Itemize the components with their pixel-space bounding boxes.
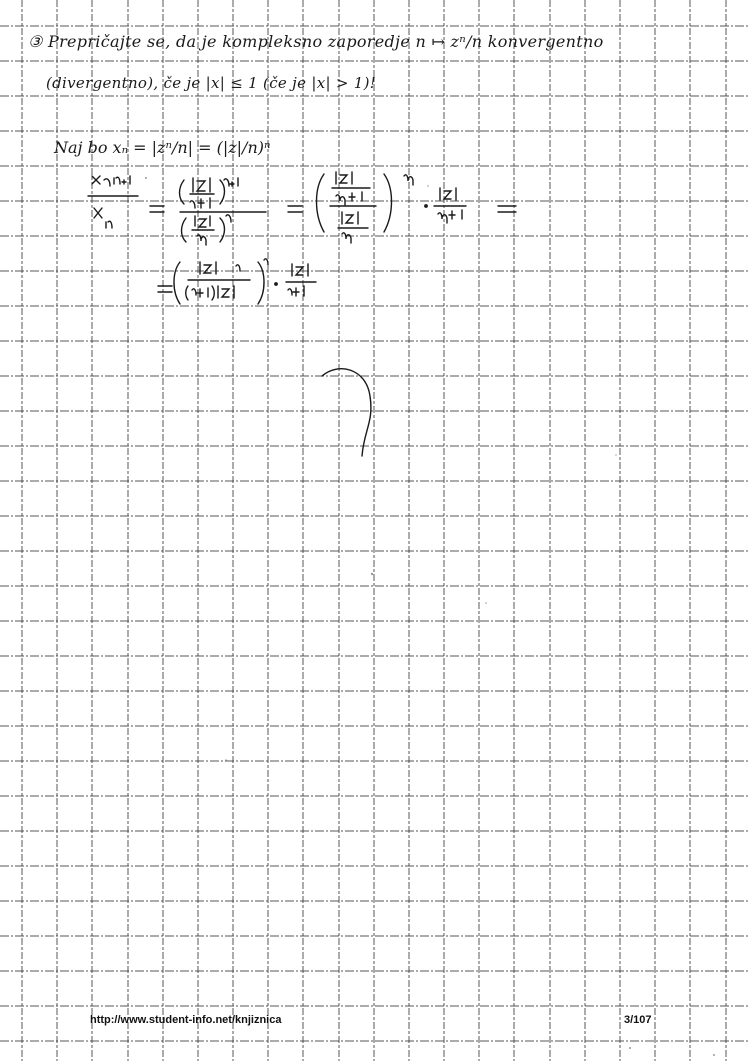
- definition-line: Naj bo xₙ = |zⁿ/n| = (|z|/n)ⁿ: [54, 138, 271, 157]
- problem-statement-line-1: ③ Prepričajte se, da je kompleksno zaporedje n ↦ zⁿ/n konvergentno: [28, 32, 604, 51]
- footer-page-number: 3/107: [624, 1014, 652, 1026]
- footer-source-url: http://www.student-info.net/knjiznica: [90, 1014, 282, 1026]
- problem-statement-line-2: (divergentno), če je |x| ≤ 1 (če je |x| > 1)!: [46, 74, 377, 92]
